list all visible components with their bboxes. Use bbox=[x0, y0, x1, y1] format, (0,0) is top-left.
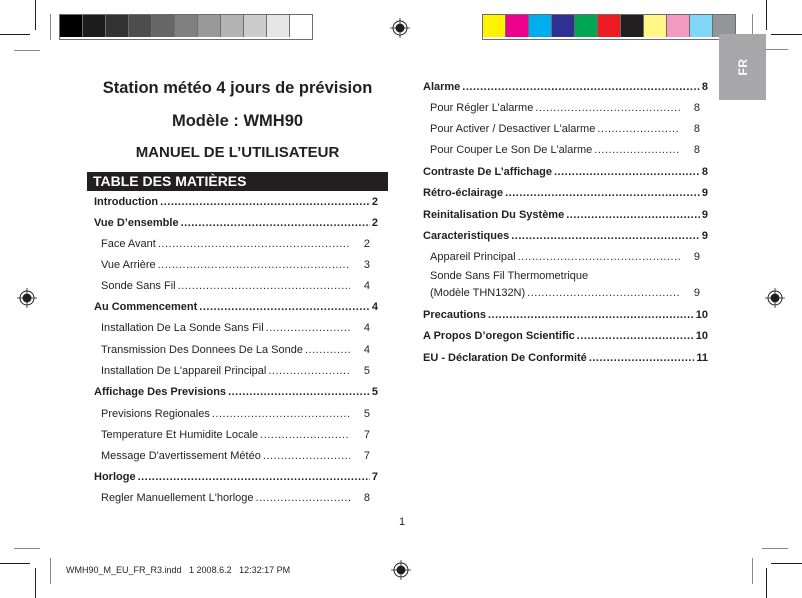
toc-entry-page: 5 bbox=[363, 365, 370, 377]
color-swatch bbox=[598, 15, 621, 37]
toc-entry-label: Sonde Sans Fil bbox=[101, 280, 176, 292]
manual-title: MANUEL DE L’UTILISATEUR bbox=[135, 144, 340, 161]
toc-entry[interactable] bbox=[94, 386, 378, 399]
toc-leader-dots bbox=[577, 330, 694, 343]
toc-entry[interactable] bbox=[423, 330, 708, 343]
toc-leader-dots bbox=[505, 187, 700, 200]
crop-mark bbox=[50, 558, 51, 584]
toc-entry-page: 9 bbox=[701, 209, 708, 221]
toc-entry-page: 10 bbox=[695, 330, 708, 342]
toc-entry-label: A Propos D’oregon Scientific bbox=[423, 330, 575, 342]
color-swatch bbox=[129, 15, 152, 37]
toc-entry[interactable] bbox=[430, 102, 700, 115]
toc-leader-dots bbox=[212, 408, 350, 421]
color-swatch bbox=[506, 15, 529, 37]
toc-leader-dots bbox=[138, 471, 370, 484]
toc-heading: TABLE DES MATIÈRES bbox=[87, 172, 388, 191]
color-swatch bbox=[244, 15, 267, 37]
toc-entry-label: Reinitalisation Du Système bbox=[423, 209, 565, 221]
toc-leader-dots bbox=[256, 492, 350, 505]
toc-leader-dots bbox=[260, 429, 350, 442]
color-swatch bbox=[221, 15, 244, 37]
toc-entry[interactable] bbox=[101, 492, 370, 505]
toc-entry-label: Transmission Des Donnees De La Sonde bbox=[101, 344, 303, 356]
crop-mark bbox=[50, 14, 51, 40]
toc-entry-page: 2 bbox=[371, 196, 378, 208]
toc-leader-dots bbox=[554, 166, 700, 179]
crop-mark bbox=[752, 558, 753, 584]
color-swatch bbox=[60, 15, 83, 37]
color-swatch bbox=[552, 15, 575, 37]
toc-entry-page: 8 bbox=[363, 492, 370, 504]
toc-entry-page: 8 bbox=[693, 123, 700, 135]
toc-entry[interactable] bbox=[94, 196, 378, 209]
toc-leader-dots bbox=[535, 102, 680, 115]
toc-entry-page: 7 bbox=[371, 471, 378, 483]
toc-entry-label: Previsions Regionales bbox=[101, 408, 210, 420]
toc-entry-label: Alarme bbox=[423, 81, 461, 93]
toc-leader-dots bbox=[178, 280, 350, 293]
toc-entry[interactable] bbox=[430, 251, 700, 264]
grayscale-calibration-bar bbox=[59, 14, 313, 40]
toc-entry-page: 9 bbox=[701, 230, 708, 242]
toc-entry-label: Pour Régler L’alarme bbox=[430, 102, 534, 114]
toc-entry-page: 4 bbox=[363, 322, 370, 334]
toc-entry-label: Vue D’ensemble bbox=[94, 217, 179, 229]
toc-entry-page: 8 bbox=[693, 144, 700, 156]
toc-entry-label: Horloge bbox=[94, 471, 136, 483]
toc-entry-page: 5 bbox=[371, 386, 378, 398]
toc-entry-label: Rétro-éclairage bbox=[423, 187, 504, 199]
toc-entry-label: EU - Déclaration De Conformité bbox=[423, 352, 587, 364]
color-swatch bbox=[529, 15, 552, 37]
toc-leader-dots bbox=[511, 230, 700, 243]
registration-mark-icon bbox=[390, 18, 410, 38]
toc-entry-label: Installation De L'appareil Principal bbox=[101, 365, 267, 377]
registration-mark-icon bbox=[391, 560, 411, 580]
language-tab-label: FR bbox=[735, 58, 750, 76]
toc-leader-dots bbox=[268, 365, 350, 378]
toc-entry-page: 2 bbox=[363, 238, 370, 250]
toc-entry-page: 9 bbox=[701, 187, 708, 199]
toc-entry[interactable]: Sonde Sans Fil Thermometrique bbox=[430, 270, 589, 282]
toc-leader-dots bbox=[199, 301, 370, 314]
toc-entry-page: 4 bbox=[363, 344, 370, 356]
toc-entry[interactable] bbox=[101, 259, 370, 272]
toc-entry-label: Face Avant bbox=[101, 238, 156, 250]
toc-entry[interactable] bbox=[430, 287, 700, 300]
color-swatch bbox=[83, 15, 106, 37]
toc-leader-dots bbox=[594, 144, 680, 157]
toc-leader-dots bbox=[589, 352, 695, 365]
toc-entry-label: Regler Manuellement L'horloge bbox=[101, 492, 254, 504]
toc-entry[interactable] bbox=[423, 309, 708, 322]
toc-entry[interactable] bbox=[101, 408, 370, 421]
toc-leader-dots bbox=[181, 217, 370, 230]
color-calibration-bar bbox=[482, 14, 736, 40]
toc-entry-page: 9 bbox=[693, 287, 700, 299]
toc-entry-label: Appareil Principal bbox=[430, 251, 516, 263]
toc-leader-dots bbox=[462, 81, 700, 94]
crop-mark bbox=[771, 563, 802, 564]
crop-mark bbox=[14, 548, 40, 549]
toc-entry-label: Temperature Et Humidite Locale bbox=[101, 429, 259, 441]
color-swatch bbox=[575, 15, 598, 37]
toc-leader-dots bbox=[160, 196, 370, 209]
toc-entry-page: 2 bbox=[371, 217, 378, 229]
toc-entry-page: 9 bbox=[693, 251, 700, 263]
toc-entry-label: Caracteristiques bbox=[423, 230, 510, 242]
toc-entry[interactable] bbox=[101, 344, 370, 357]
toc-entry[interactable] bbox=[423, 209, 708, 222]
toc-entry-page: 11 bbox=[696, 352, 708, 364]
color-swatch bbox=[152, 15, 175, 37]
color-swatch bbox=[106, 15, 129, 37]
crop-mark bbox=[771, 34, 802, 35]
toc-entry-page: 10 bbox=[695, 309, 708, 321]
toc-leader-dots bbox=[527, 287, 680, 300]
toc-entry[interactable] bbox=[430, 123, 700, 136]
model-title: Modèle : WMH90 bbox=[171, 112, 304, 130]
toc-leader-dots bbox=[158, 259, 350, 272]
toc-leader-dots bbox=[263, 450, 350, 463]
toc-entry-label: Precautions bbox=[423, 309, 486, 321]
crop-mark bbox=[766, 568, 767, 598]
toc-entry-page: 8 bbox=[701, 166, 708, 178]
color-swatch bbox=[621, 15, 644, 37]
toc-entry[interactable] bbox=[423, 230, 708, 243]
toc-entry[interactable] bbox=[430, 144, 700, 157]
toc-entry-label: Introduction bbox=[94, 196, 159, 208]
toc-entry-label: Installation De La Sonde Sans Fil bbox=[101, 322, 264, 334]
color-swatch bbox=[267, 15, 290, 37]
toc-entry-page: 7 bbox=[363, 429, 370, 441]
crop-mark bbox=[35, 0, 36, 30]
toc-entry[interactable] bbox=[101, 365, 370, 378]
file-slug: WMH90_M_EU_FR_R3.indd 1 2008.6.2 12:32:17 PM bbox=[66, 565, 291, 575]
color-swatch bbox=[483, 15, 506, 37]
crop-mark bbox=[0, 34, 30, 35]
toc-leader-dots bbox=[488, 309, 694, 322]
page-number: 1 bbox=[399, 516, 406, 528]
toc-entry-page: 8 bbox=[693, 102, 700, 114]
toc-leader-dots bbox=[305, 344, 350, 357]
toc-entry[interactable] bbox=[101, 429, 370, 442]
toc-entry[interactable] bbox=[94, 301, 378, 314]
toc-entry-page: 5 bbox=[363, 408, 370, 420]
color-swatch bbox=[290, 15, 312, 37]
toc-leader-dots bbox=[566, 209, 700, 222]
toc-entry[interactable] bbox=[94, 471, 378, 484]
toc-entry-label: (Modèle THN132N) bbox=[430, 287, 526, 299]
toc-leader-dots bbox=[228, 386, 370, 399]
toc-entry[interactable] bbox=[94, 217, 378, 230]
toc-leader-dots bbox=[266, 322, 350, 335]
toc-entry-page: 4 bbox=[363, 280, 370, 292]
crop-mark bbox=[766, 0, 767, 30]
toc-entry-label: Pour Couper Le Son De L'alarme bbox=[430, 144, 593, 156]
toc-entry-label: Contraste De L’affichage bbox=[423, 166, 552, 178]
language-tab bbox=[719, 34, 766, 100]
color-swatch bbox=[690, 15, 713, 37]
crop-mark bbox=[762, 548, 788, 549]
toc-entry-page: 3 bbox=[363, 259, 370, 271]
document-title: Station météo 4 jours de prévision bbox=[102, 79, 373, 97]
toc-entry-label: Vue Arrière bbox=[101, 259, 156, 271]
toc-entry[interactable] bbox=[423, 352, 708, 365]
color-swatch bbox=[667, 15, 690, 37]
crop-mark bbox=[35, 568, 36, 598]
toc-entry-label: Affichage Des Previsions bbox=[94, 386, 227, 398]
toc-entry[interactable] bbox=[423, 81, 708, 94]
toc-entry-page: 4 bbox=[371, 301, 378, 313]
toc-entry[interactable] bbox=[101, 238, 370, 251]
toc-entry-label: Au Commencement bbox=[94, 301, 198, 313]
toc-entry[interactable] bbox=[101, 280, 370, 293]
crop-mark bbox=[14, 50, 40, 51]
toc-entry-page: 8 bbox=[701, 81, 708, 93]
toc-entry-page: 7 bbox=[363, 450, 370, 462]
toc-leader-dots bbox=[597, 123, 680, 136]
toc-entry[interactable] bbox=[101, 450, 370, 463]
color-swatch bbox=[175, 15, 198, 37]
toc-entry-label: Pour Activer / Desactiver L'alarme bbox=[430, 123, 596, 135]
toc-entry[interactable] bbox=[423, 187, 708, 200]
registration-mark-icon bbox=[765, 288, 785, 308]
color-swatch bbox=[198, 15, 221, 37]
toc-entry-label: Message D'avertissement Météo bbox=[101, 450, 261, 462]
toc-leader-dots bbox=[518, 251, 680, 264]
toc-entry[interactable] bbox=[101, 322, 370, 335]
registration-mark-icon bbox=[17, 288, 37, 308]
color-swatch bbox=[644, 15, 667, 37]
crop-mark bbox=[0, 563, 30, 564]
toc-leader-dots bbox=[158, 238, 350, 251]
toc-entry[interactable] bbox=[423, 166, 708, 179]
